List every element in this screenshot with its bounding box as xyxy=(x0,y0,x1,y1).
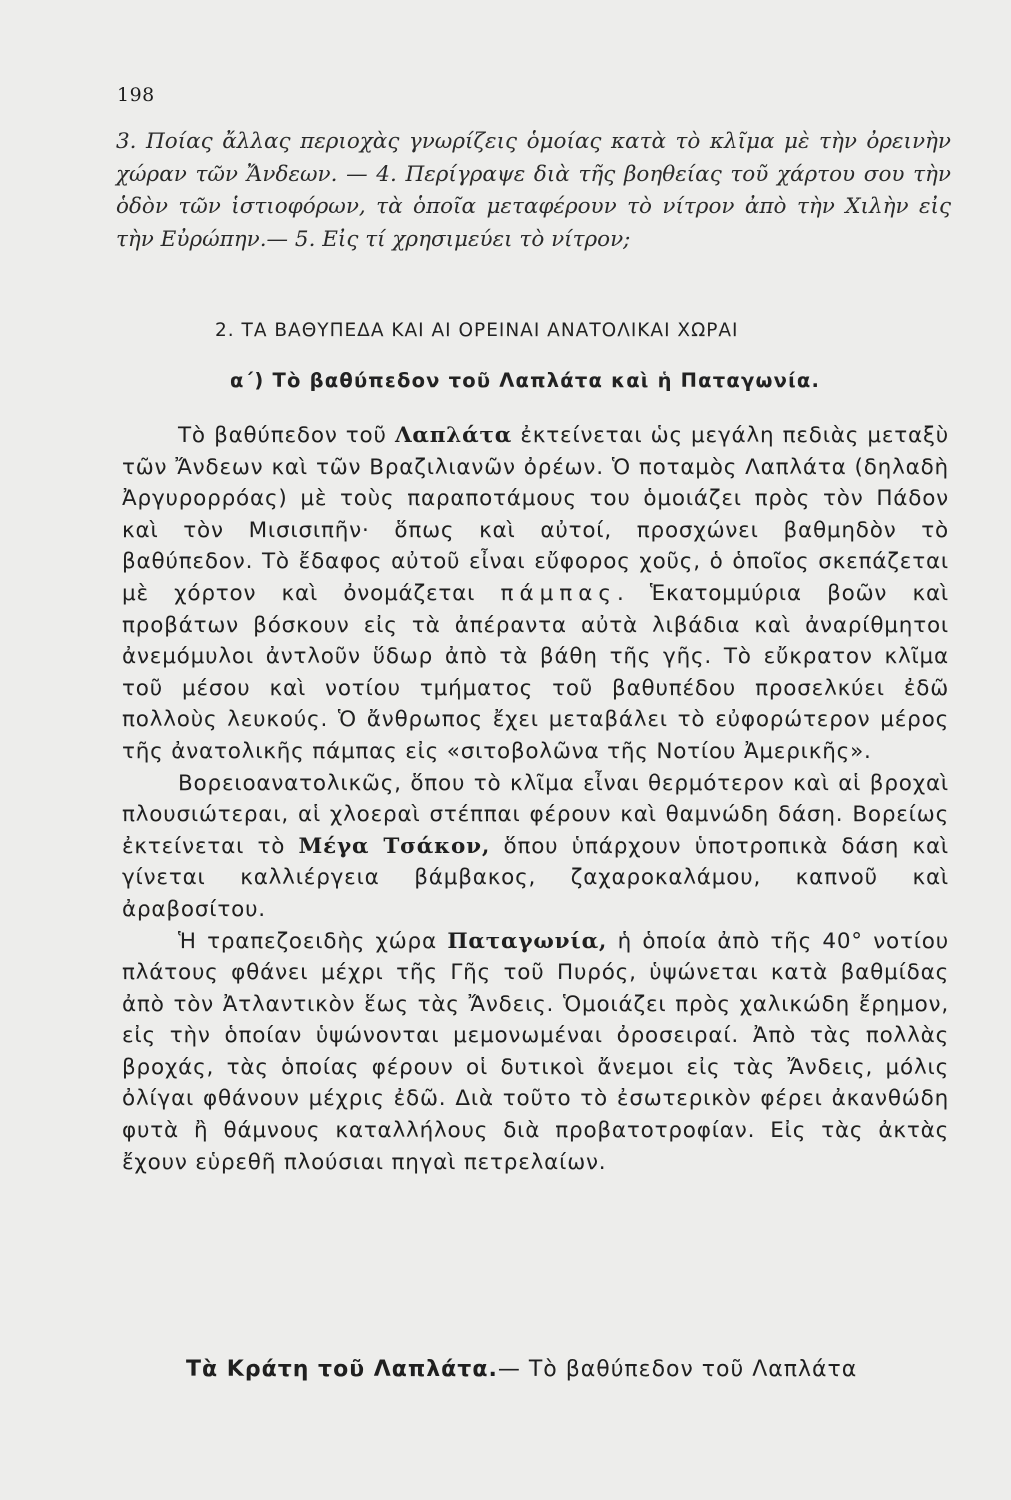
paragraph-text: ὅπου ὑπάρχουν ὑποτροπικὰ δάση καὶ γίνεται καλλιέργεια βάμβακος, ζαχαροκαλάμου, καπνοῦ καὶ ἀραβοσίτου. xyxy=(122,833,950,922)
question-5: 5. Εἰς τί χρησιμεύει τὸ νίτρον; xyxy=(294,226,631,252)
paragraph-patagonia xyxy=(122,926,949,1179)
dash: — xyxy=(497,1357,529,1382)
body-text xyxy=(122,420,949,1178)
paragraph-text: Ἡ τραπεζοειδὴς χώρα xyxy=(178,928,448,954)
page-number: 198 xyxy=(117,84,155,106)
run-in-heading: Τὰ Κράτη τοῦ Λαπλάτα. xyxy=(186,1357,498,1382)
states-of-laplata-line xyxy=(186,1357,857,1382)
subsection-heading: α΄) Τὸ βαθύπεδον τοῦ Λαπλάτα καὶ ἡ Παταγωνία. xyxy=(230,369,821,392)
paragraph-laplata xyxy=(122,420,949,768)
paragraph-text: Βορειοανατολικῶς, ὅπου τὸ κλῖμα εἶναι θερμότερον καὶ αἱ βροχαὶ πλουσιώτεραι, αἱ χλοεραὶ στέππαι φέρουν καὶ θαμνώδη δάση. Βορείως ἐκτείνεται τὸ xyxy=(122,770,949,859)
question-separator: — xyxy=(337,161,377,187)
paragraph-text: Τὸ βαθύπεδον τοῦ xyxy=(178,423,395,448)
question-3: 3. Ποίας ἄλλας περιοχὰς γνωρίζεις ὁμοίας κατὰ τὸ κλῖμα μὲ τὴν ὀρεινὴν χώραν τῶν Ἄνδεων. xyxy=(116,129,951,187)
review-questions xyxy=(116,126,951,256)
term-gran-chaco: Μέγα Τσάκον, xyxy=(298,833,491,859)
paragraph-text: . Ἑκατομμύρια βοῶν καὶ προβάτων βόσκουν εἰς τὰ ἀπέραντα αὐτὰ λιβάδια καὶ ἀναρίθμητοι ἀνεμόμυλοι ἀντλοῦν ὕδωρ ἀπὸ τὰ βάθη τῆς γῆς. Τὸ εὔκρατον κλῖμα τοῦ μέσου καὶ νοτίου τμήματος τοῦ βαθυπέδου προσελκύει ἐδῶ πολλοὺς λευκούς. Ὁ ἄνθρωπος ἔχει μεταβάλει τὸ εὐφορώτερον μέρος τῆς ἀνατολικῆς πάμπας εἰς «σιτοβολῶνα τῆς Νοτίου Ἀμερικῆς». xyxy=(122,580,949,764)
paragraph-text: ἐκτείνεται ὡς μεγάλη πεδιὰς μεταξὺ τῶν Ἄνδεων καὶ τῶν Βραζιλιανῶν ὀρέων. Ὁ ποταμὸς Λαπλάτα (δηλαδὴ Ἀργυρορρόας) μὲ τοὺς παραποτάμους του ὁμοιάζει πρὸς τὸν Πάδον καὶ τὸν Μισισιπῆν· ὅπως καὶ αὐτοί, προσχώνει βαθμηδὸν τὸ βαθύπεδον. Τὸ ἔδαφος αὐτοῦ εἶναι εὔφορος χοῦς, ὁ ὁποῖος σκεπάζεται μὲ χόρτον καὶ ὀνομάζεται xyxy=(122,423,949,606)
term-patagonia: Παταγωνία, xyxy=(447,928,608,954)
section-heading: 2. ΤΑ ΒΑΘΥΠΕΔΑ ΚΑΙ ΑΙ ΟΡΕΙΝΑΙ ΑΝΑΤΟΛΙΚΑΙ ΧΩΡΑΙ xyxy=(215,320,739,341)
closing-text: Τὸ βαθύπεδον τοῦ Λαπλάτα xyxy=(528,1357,858,1382)
paragraph-text: ἡ ὁποία ἀπὸ τῆς 40° νοτίου πλάτους φθάνει μέχρι τῆς Γῆς τοῦ Πυρός, ὑψώνεται κατὰ βαθμίδας ἀπὸ τὸν Ἀτλαντικὸν ἕως τὰς Ἄνδεις. Ὁμοιάζει πρὸς χαλικώδη ἔρημον, εἰς τὴν ὁποίαν ὑψώνονται μεμονωμέναι ὀροσειραί. Ἀπὸ τὰς πολλὰς βροχάς, τὰς ὁποίας φέρουν οἱ δυτικοὶ ἄνεμοι εἰς τὰς Ἄνδεις, μόλις ὀλίγαι φθάνουν μέχρις ἐδῶ. Διὰ τοῦτο τὸ ἐσωτερικὸν φέρει ἀκανθώδη φυτὰ ἢ θάμνους καταλλήλους διὰ προβατοτροφίαν. Εἰς τὰς ἀκτὰς ἔχουν εὑρεθῆ πλούσιαι πηγαὶ πετρελαίων. xyxy=(122,928,949,1175)
question-separator: — xyxy=(266,226,295,252)
term-laplata: Λαπλάτα xyxy=(394,423,513,448)
paragraph-chaco xyxy=(122,768,949,926)
question-4: 4. Περίγραψε διὰ τῆς βοηθείας τοῦ χάρτου σου τὴν ὁδὸν τῶν ἱστιοφόρων, τὰ ὁποῖα μεταφέρουν τὸ νίτρον ἀπὸ τὴν Χιλὴν εἰς τὴν Εὐρώπην. xyxy=(116,161,951,252)
term-pampas: πάμπας xyxy=(500,580,618,606)
